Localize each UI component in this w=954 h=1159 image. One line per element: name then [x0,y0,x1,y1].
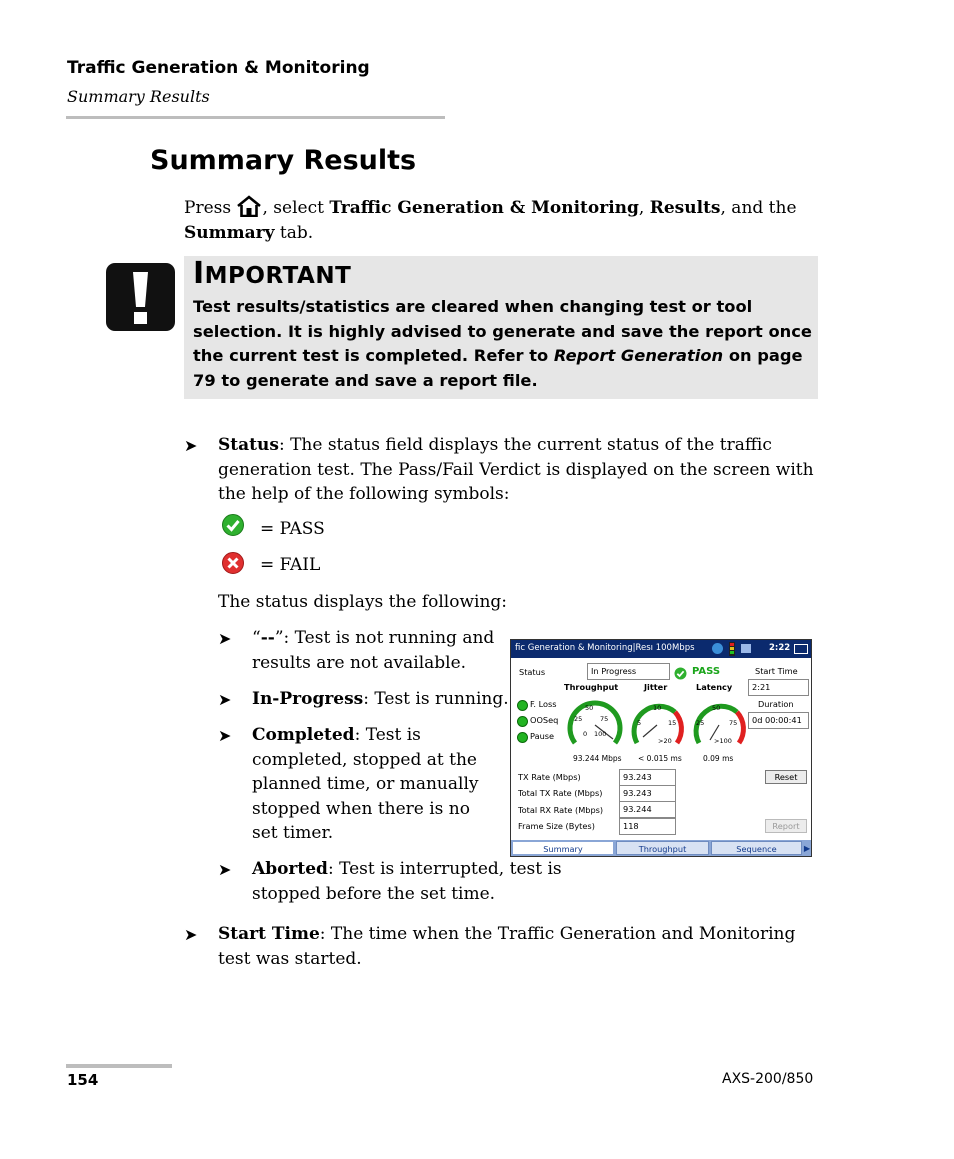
total-rx-rate-field: 93.244 [619,801,676,818]
rate-label: Total TX Rate (Mbps) [518,788,603,798]
tx-rate-field[interactable]: 93.243 [619,769,676,786]
latency-readout: 0.09 ms [703,754,734,763]
tab-sequence[interactable]: Sequence [711,841,802,855]
rate-label: TX Rate (Mbps) [518,772,581,782]
status-displays-text: The status displays the following: [218,592,508,612]
frame-loss-label: F. Loss [530,699,557,709]
summary-screenshot [510,639,812,857]
intro-press: Press [184,198,232,218]
intro-sep: , [638,198,645,218]
intro-summary-tab: Summary [184,222,275,243]
start-time-item: Start Time: The time when the Traffic Generation and Monitoring test was started. [218,924,796,969]
traffic-light-icon [729,642,735,656]
running-header-section: Summary Results [67,87,210,106]
fail-label: = FAIL [260,555,321,575]
pause-label: Pause [530,731,555,741]
jitter-readout: < 0.015 ms [638,754,682,763]
ooseq-led [517,716,528,727]
section-title: Summary Results [150,145,417,176]
gauge-tick: 75 [729,719,738,727]
intro-select: , select [262,198,324,218]
throughput-gauge [565,696,625,755]
product-model: AXS-200/850 [722,1071,814,1087]
gauge-tick: 25 [696,719,705,727]
important-icon [106,263,175,331]
rate-label: Total RX Rate (Mbps) [518,805,604,815]
status-dash-item: “--”: Test is not running and results are not available. [252,628,495,673]
bullet-arrow-icon: ➤ [218,860,232,879]
status-inprogress-item: In-Progress: Test is running. [252,689,509,709]
fail-x-icon [221,551,245,579]
tab-scroll-right-icon[interactable]: ▶ [803,843,811,853]
battery-icon [794,644,808,654]
latency-title: Latency [696,682,733,692]
footer-divider [66,1064,172,1068]
bullet-arrow-icon: ➤ [184,436,198,455]
tab-throughput[interactable]: Throughput [616,841,709,855]
gauge-tick: 5 [637,719,642,727]
gauge-tick: 25 [574,715,583,723]
app-titlebar [511,640,811,658]
status-label: Status [519,667,546,677]
gauge-tick: 75 [600,715,609,723]
frame-loss-led [517,700,528,711]
jitter-title: Jitter [644,682,668,692]
status-aborted-item: Aborted: Test is interrupted, test is stopped before the set time. [252,859,562,904]
globe-icon [712,643,723,654]
header-divider [66,116,445,119]
network-icon [741,644,751,653]
bullet-arrow-icon: ➤ [218,629,232,648]
intro-tab-word: tab. [279,222,314,243]
intro-paragraph [184,195,824,245]
pause-led [517,732,528,743]
ooseq-label: OOSeq [530,715,559,725]
throughput-readout: 93.244 Mbps [573,754,622,763]
home-icon [236,195,262,217]
intro-menu-traffic: Traffic Generation & Monitoring [329,198,639,218]
important-link: Report Generation [553,346,724,366]
gauge-tick: >20 [658,737,672,745]
status-item: Status: The status field displays the current status of the traffic generation test. The Pass/Fail Verdict is displayed on the screen with the help of the following symbols: [218,435,814,504]
bullet-arrow-icon: ➤ [218,690,232,709]
duration-field: 0d 00:00:41 [748,712,809,729]
status-completed-item: Completed: Test is completed, stopped at the planned time, or manually stopped when there is no set timer. [252,725,479,843]
duration-label: Duration [758,699,794,709]
report-button[interactable]: Report [765,819,807,833]
verdict: PASS [692,666,721,677]
important-title: IMPORTANT [193,256,352,291]
gauge-tick: 10 [653,704,662,712]
gauge-tick: >100 [714,737,732,745]
throughput-title: Throughput [564,682,619,692]
total-tx-rate-field: 93.243 [619,785,676,802]
frame-size-field: 118 [619,818,676,835]
start-time-field: 2:21 [748,679,809,696]
intro-menu-results: Results [649,198,721,218]
tab-bar [511,840,811,856]
pass-check-icon [674,665,687,684]
gauge-tick: 0 [583,730,588,738]
status-field: In Progress [587,663,670,680]
gauge-tick: 50 [712,704,721,712]
gauge-tick: 50 [585,704,594,712]
pass-label: = PASS [260,519,325,539]
start-time-label: Start Time [755,666,798,676]
app-title: fic Generation & Monitoring|Resı 100Mbps [515,643,695,653]
page-number: 154 [67,1071,99,1089]
clock: 2:22 [769,643,791,653]
gauge-tick: 100 [594,730,607,738]
intro-and-the: , and the [720,198,797,218]
reset-button[interactable]: Reset [765,770,807,784]
rate-label: Frame Size (Bytes) [518,821,595,831]
important-text: Test results/statistics are cleared when changing test or tool selection. It is highly advised to generate and save the report once the current test is completed. Refer to Report Generation on page 79 to generate and save a report file. [193,297,812,391]
running-header-chapter: Traffic Generation & Monitoring [67,58,370,78]
pass-check-icon [221,513,245,541]
bullet-arrow-icon: ➤ [184,925,198,944]
tab-summary[interactable]: Summary [512,841,614,855]
bullet-arrow-icon: ➤ [218,726,232,745]
gauge-tick: 15 [668,719,677,727]
